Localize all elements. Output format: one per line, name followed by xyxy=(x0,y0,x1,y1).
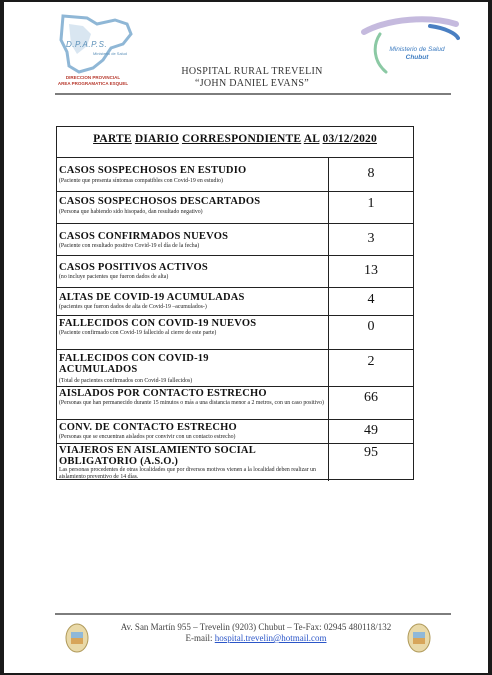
chubut-seal-icon xyxy=(64,622,90,654)
footer-email-label: E-mail: xyxy=(185,633,213,643)
table-row: CASOS POSITIVOS ACTIVOS (no incluye pacientes que fueron dados de alta) 13 xyxy=(57,255,413,288)
hospital-name-line1: HOSPITAL RURAL TREVELIN xyxy=(181,66,323,77)
table-row: AISLADOS POR CONTACTO ESTRECHO (Personas que han permanecido durante 15 minutos o más a una distancia menor a 2 metros, con un caso positivo) 66 xyxy=(57,386,413,420)
table-row: ALTAS DE COVID-19 ACUMULADAS (pacientes que fueron dados de alta de Covid-19 –acumulados-) 4 xyxy=(57,287,413,316)
document-page xyxy=(4,2,488,673)
dpaps-subtitle: Ministerio de Salud xyxy=(93,51,128,56)
footer-email-line xyxy=(96,633,416,644)
footer-divider xyxy=(55,613,451,615)
report-table xyxy=(56,126,414,480)
header-divider xyxy=(55,93,451,95)
table-row: CONV. DE CONTACTO ESTRECHO (Personas que se encuentran aislados por convivir con un contacto estrecho) 49 xyxy=(57,419,413,444)
table-row: FALLECIDOS CON COVID-19 NUEVOS (Paciente confirmado con Covid-19 fallecido al cierre de este parte) 0 xyxy=(57,315,413,350)
footer-address xyxy=(96,622,416,644)
table-row: FALLECIDOS CON COVID-19 ACUMULADOS (Total de pacientes confirmados con Covid-19 fallecidos) 2 xyxy=(57,349,413,387)
hospital-name xyxy=(144,66,360,90)
table-row: CASOS SOSPECHOSOS EN ESTUDIO (Paciente que presenta síntomas compatibles con Covid-19 en estudio) 8 xyxy=(57,157,413,192)
report-title: PARTE DIARIO CORRESPONDIENTE AL 03/12/2020 xyxy=(93,133,377,145)
dpaps-name: D.P.A.P.S. xyxy=(66,40,108,49)
table-row: CASOS SOSPECHOSOS DESCARTADOS (Persona que habiendo sido hisopado, dan resultado negativo) 1 xyxy=(57,191,413,224)
table-row: VIAJEROS EN AISLAMIENTO SOCIAL OBLIGATORIO (A.S.O.) Las personas procedentes de otras localidades que por diversos motivos vienen a la localidad deben realizar un aislamiento preventivo de 14 días. 95 xyxy=(57,443,413,481)
ministerio-text: Ministerio de Salud Chubut xyxy=(389,46,445,61)
footer-address-line: Av. San Martín 955 – Trevelin (9203) Chubut – Te-Fax: 02945 480118/132 xyxy=(120,622,392,632)
hospital-name-line2: “JOHN DANIEL EVANS” xyxy=(194,78,310,89)
footer-email-link[interactable]: hospital.trevelin@hotmail.com xyxy=(214,633,327,643)
dpaps-direction: DIRECCION PROVINCIAL AREA PROGRAMATICA ESQUEL xyxy=(57,75,129,86)
table-row: CASOS CONFIRMADOS NUEVOS (Paciente con resultado positivo Covid-19 el día de la fecha) 3 xyxy=(57,223,413,256)
